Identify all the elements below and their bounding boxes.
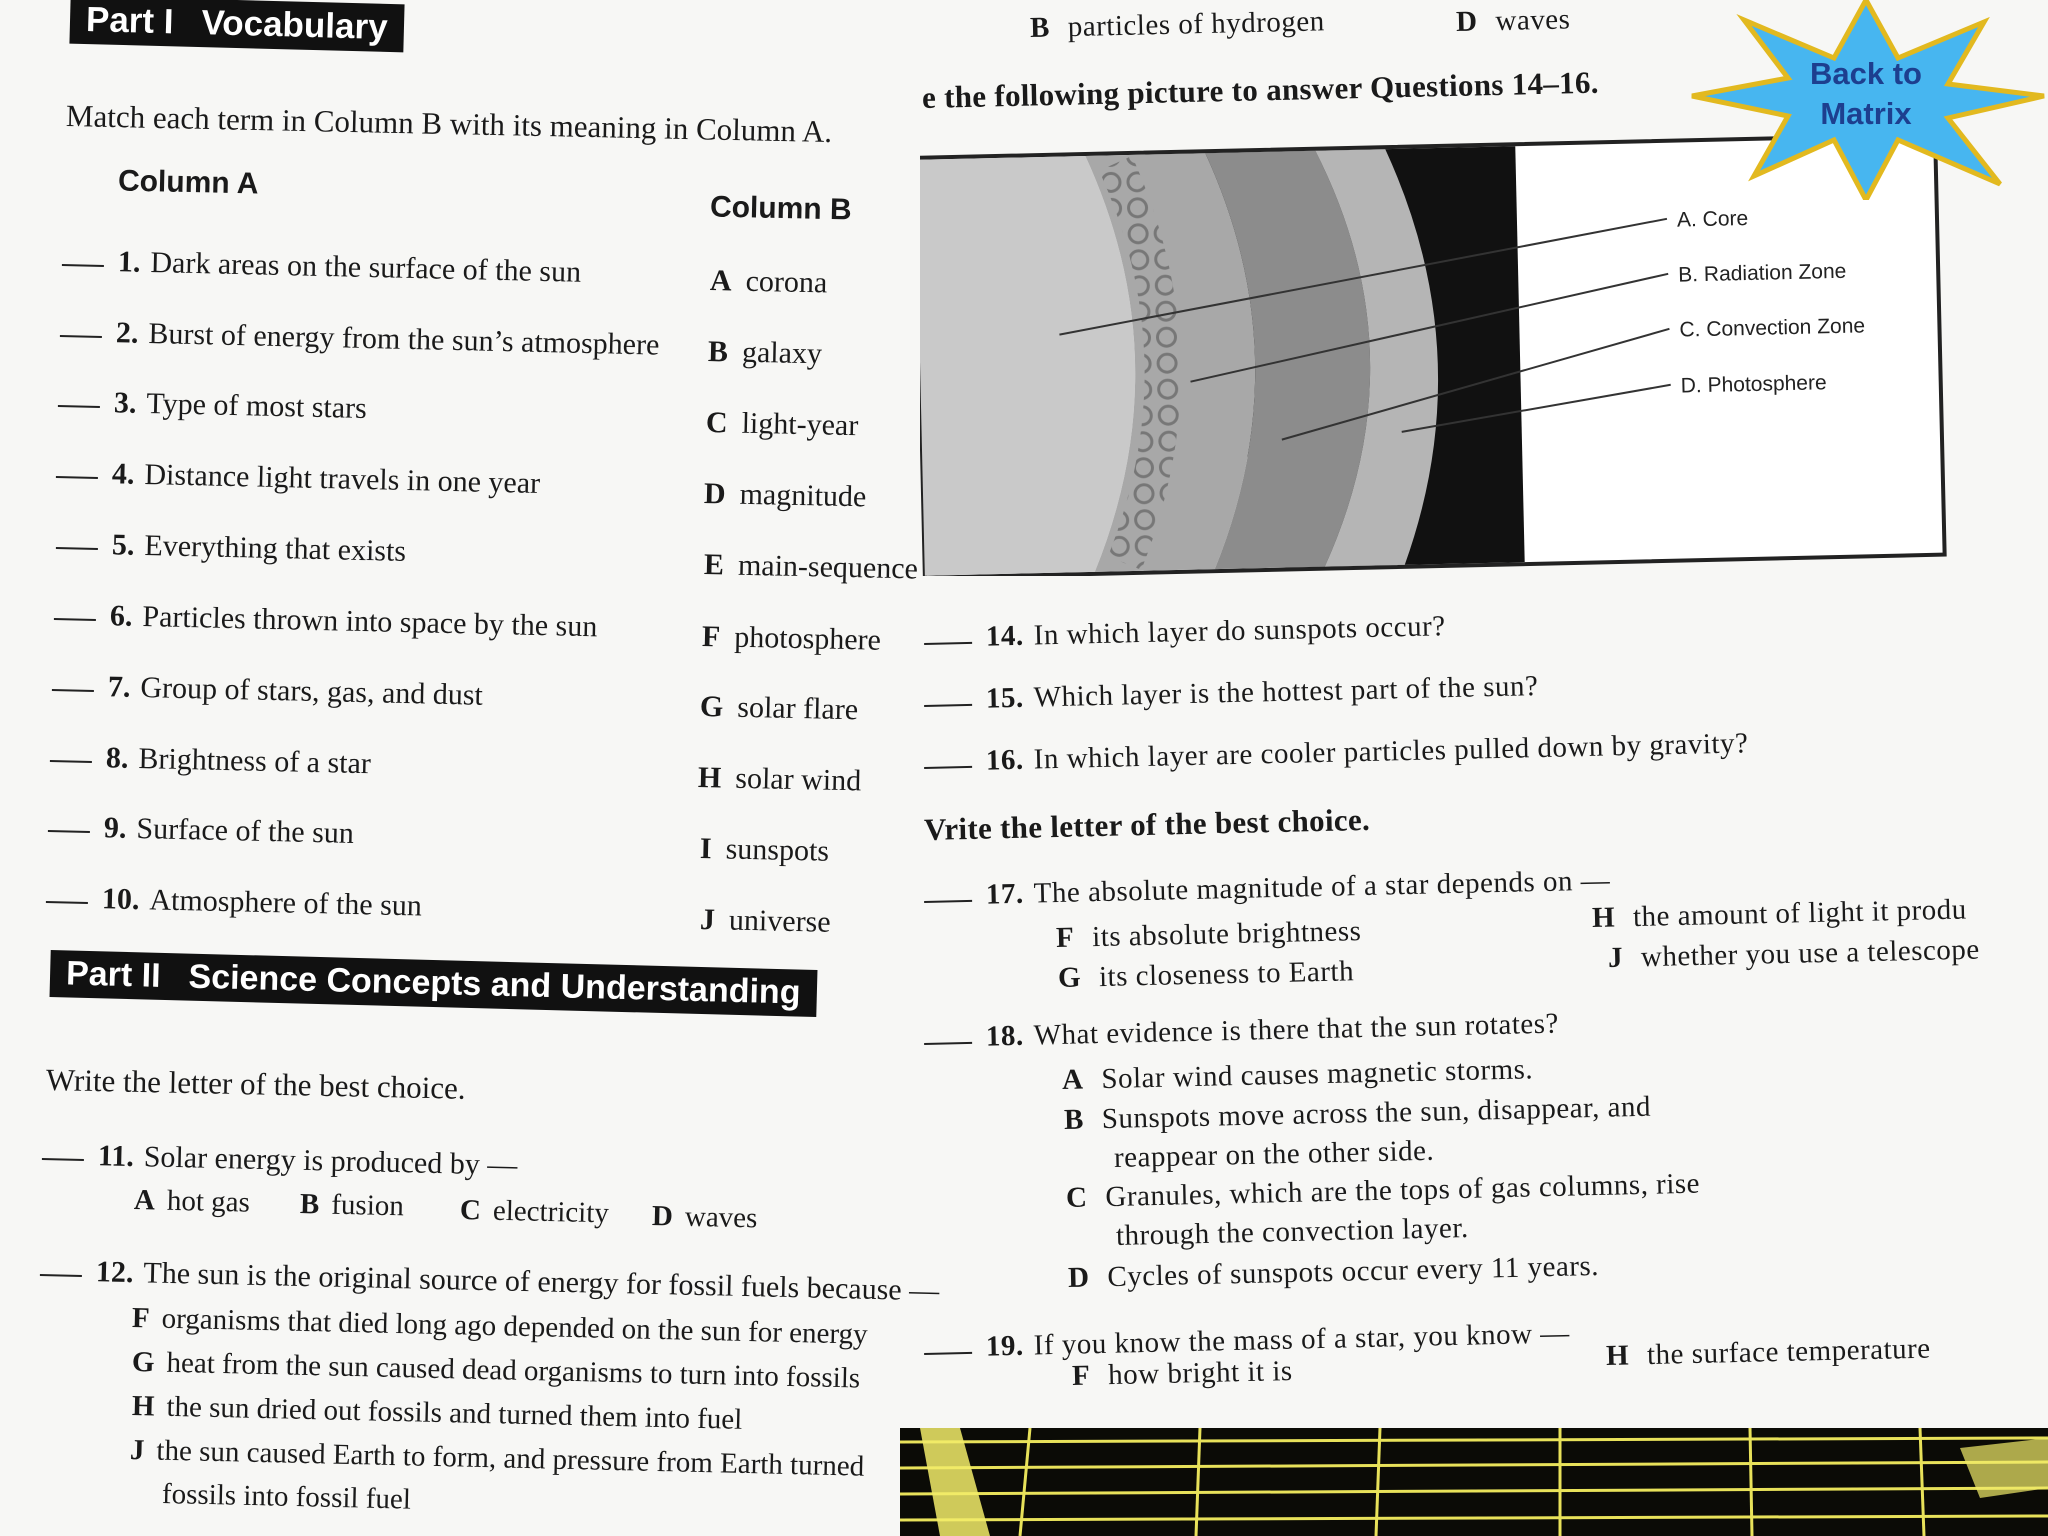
part1-number: Part I xyxy=(85,0,175,42)
item-text: Dark areas on the surface of the sun xyxy=(150,246,582,289)
answer-blank[interactable] xyxy=(924,900,972,903)
picture-instructions: e the following picture to answer Questions 14–16. xyxy=(921,64,1600,115)
back-to-label: Back to xyxy=(1810,56,1922,91)
vocab-item-2[interactable] xyxy=(60,315,660,363)
item-number: 10. xyxy=(101,882,140,917)
answer-blank[interactable] xyxy=(924,642,972,645)
q18-choice-b-continued: reappear on the other side. xyxy=(1113,1134,1435,1174)
vocab-item-7[interactable] xyxy=(52,669,484,713)
term-j: J universe xyxy=(699,903,831,939)
vocab-item-8[interactable] xyxy=(50,740,372,781)
answer-blank[interactable] xyxy=(48,830,90,833)
item-number: 3. xyxy=(113,386,137,420)
vocab-item-10[interactable] xyxy=(46,881,423,924)
item-number: 6. xyxy=(109,599,133,633)
item-number: 2. xyxy=(115,316,139,350)
item-number: 8. xyxy=(105,741,129,775)
label-radiation-zone: B. Radiation Zone xyxy=(1677,259,1847,287)
label-core: A. Core xyxy=(1676,206,1749,232)
answer-blank[interactable] xyxy=(56,547,98,550)
term-f: F photosphere xyxy=(701,620,882,657)
question-11[interactable]: 11. Solar energy is produced by — xyxy=(42,1138,518,1183)
answer-blank[interactable] xyxy=(46,901,88,904)
label-convection-zone: C. Convection Zone xyxy=(1679,314,1866,342)
q12-choice-j-continued: fossils into fossil fuel xyxy=(161,1478,412,1516)
answer-blank[interactable] xyxy=(924,766,972,769)
answer-blank[interactable] xyxy=(54,618,96,621)
part1-title: Vocabulary xyxy=(201,3,389,47)
item-text: Type of most stars xyxy=(146,387,368,426)
q11-choice-d[interactable]: D waves xyxy=(651,1200,758,1235)
item-text: Group of stars, gas, and dust xyxy=(140,671,484,712)
vocab-item-9[interactable] xyxy=(48,810,355,851)
part2-banner xyxy=(50,950,818,1017)
term-d: D magnitude xyxy=(703,477,867,514)
q13-choice-b[interactable]: B particles of hydrogen xyxy=(1029,5,1326,44)
q17-choice-j[interactable]: J whether you use a telescope xyxy=(1607,933,1981,974)
part1-banner xyxy=(69,0,404,52)
scan-artifact-strip xyxy=(900,1428,2048,1536)
column-b-header: Column B xyxy=(709,190,852,227)
question-12[interactable]: 12. The sun is the original source of energy for fossil fuels because — xyxy=(40,1254,940,1308)
question-18[interactable]: 18. What evidence is there that the sun rotates? xyxy=(924,1008,1560,1055)
q18-choice-a[interactable]: A Solar wind causes magnetic storms. xyxy=(1061,1053,1534,1096)
question-15[interactable]: 15. Which layer is the hottest part of the sun? xyxy=(924,670,1539,717)
part2-number: Part II xyxy=(65,954,162,995)
item-text: Atmosphere of the sun xyxy=(149,883,423,923)
item-text: Particles thrown into space by the sun xyxy=(142,600,598,644)
q18-choice-d[interactable]: D Cycles of sunspots occur every 11 years. xyxy=(1067,1249,1600,1294)
q17-choice-f[interactable]: F its absolute brightness xyxy=(1055,915,1362,954)
answer-blank[interactable] xyxy=(42,1158,84,1161)
item-text: Brightness of a star xyxy=(138,742,372,781)
item-number: 4. xyxy=(111,457,135,491)
item-text: Burst of energy from the sun’s atmosphere xyxy=(148,317,660,362)
q19-choice-h[interactable]: H the surface temperature xyxy=(1605,1332,1931,1372)
q13-choice-d[interactable]: D waves xyxy=(1455,3,1571,38)
answer-blank[interactable] xyxy=(924,704,972,707)
q12-choice-h[interactable]: H the sun dried out fossils and turned them into fuel xyxy=(131,1390,743,1436)
q18-choice-b[interactable]: B Sunspots move across the sun, disappear, and xyxy=(1063,1090,1652,1136)
answer-blank[interactable] xyxy=(50,760,92,763)
vocab-item-5[interactable] xyxy=(56,527,407,569)
answer-blank[interactable] xyxy=(56,476,98,479)
vocab-item-1[interactable] xyxy=(62,244,582,290)
vocab-item-6[interactable] xyxy=(54,598,598,644)
q18-choice-c[interactable]: C Granules, which are the tops of gas columns, rise xyxy=(1065,1167,1701,1214)
q19-choice-f[interactable]: F how bright it is xyxy=(1071,1354,1293,1392)
q11-choice-a[interactable]: A hot gas xyxy=(133,1184,251,1219)
q12-choice-j[interactable]: J the sun caused Earth to form, and pressure from Earth turned xyxy=(129,1434,865,1483)
answer-blank[interactable] xyxy=(924,1352,972,1355)
item-text: Distance light travels in one year xyxy=(144,458,541,500)
label-photosphere: D. Photosphere xyxy=(1680,371,1827,398)
item-number: 9. xyxy=(103,811,127,845)
answer-blank[interactable] xyxy=(40,1274,82,1277)
item-number: 5. xyxy=(111,528,135,562)
matching-instructions: Match each term in Column B with its meaning in Column A. xyxy=(65,98,833,150)
q11-choice-b[interactable]: B fusion xyxy=(299,1188,405,1223)
item-number: 1. xyxy=(117,245,141,279)
vocab-item-4[interactable] xyxy=(56,456,541,501)
vocab-item-3[interactable] xyxy=(58,385,368,426)
answer-blank[interactable] xyxy=(58,405,100,408)
term-c: C light-year xyxy=(705,406,859,443)
q12-choice-f[interactable]: F organisms that died long ago depended on the sun for energy xyxy=(131,1302,868,1351)
term-e: E main-sequence xyxy=(703,548,919,586)
core-region xyxy=(920,155,1140,576)
term-h: H solar wind xyxy=(697,761,862,798)
question-14[interactable]: 14. In which layer do sunspots occur? xyxy=(924,610,1446,655)
sun-layers-diagram xyxy=(920,136,1960,576)
question-19[interactable]: 19. If you know the mass of a star, you know — xyxy=(924,1317,1570,1365)
matrix-label: Matrix xyxy=(1820,96,1912,131)
answer-blank[interactable] xyxy=(924,1042,972,1045)
answer-blank[interactable] xyxy=(60,335,102,338)
q18-choice-c-continued: through the convection layer. xyxy=(1115,1212,1469,1252)
back-to-matrix-button[interactable] xyxy=(1684,0,2048,200)
question-17[interactable]: 17. The absolute magnitude of a star depends on — xyxy=(924,864,1611,913)
q12-choice-g[interactable]: G heat from the sun caused dead organisms to turn into fossils xyxy=(131,1346,861,1395)
item-text: Everything that exists xyxy=(144,529,407,568)
part2-title: Science Concepts and Understanding xyxy=(188,957,801,1012)
column-a-header: Column A xyxy=(117,164,259,201)
answer-blank[interactable] xyxy=(52,689,94,692)
best-choice-instructions: Write the letter of the best choice. xyxy=(45,1062,466,1106)
question-16[interactable]: 16. In which layer are cooler particles pulled down by gravity? xyxy=(924,727,1749,779)
q11-choice-c[interactable]: C electricity xyxy=(459,1194,610,1230)
item-number: 7. xyxy=(107,670,131,704)
best-choice-instructions-right: Vrite the letter of the best choice. xyxy=(923,801,1371,847)
term-a: A corona xyxy=(709,264,828,300)
item-text: Surface of the sun xyxy=(136,812,355,850)
q17-choice-h[interactable]: H the amount of light it produ xyxy=(1591,893,1968,934)
term-g: G solar flare xyxy=(699,690,859,727)
q17-choice-g[interactable]: G its closeness to Earth xyxy=(1057,955,1355,994)
term-i: I sunspots xyxy=(699,832,830,868)
term-b: B galaxy xyxy=(707,335,823,371)
answer-blank[interactable] xyxy=(62,264,104,267)
